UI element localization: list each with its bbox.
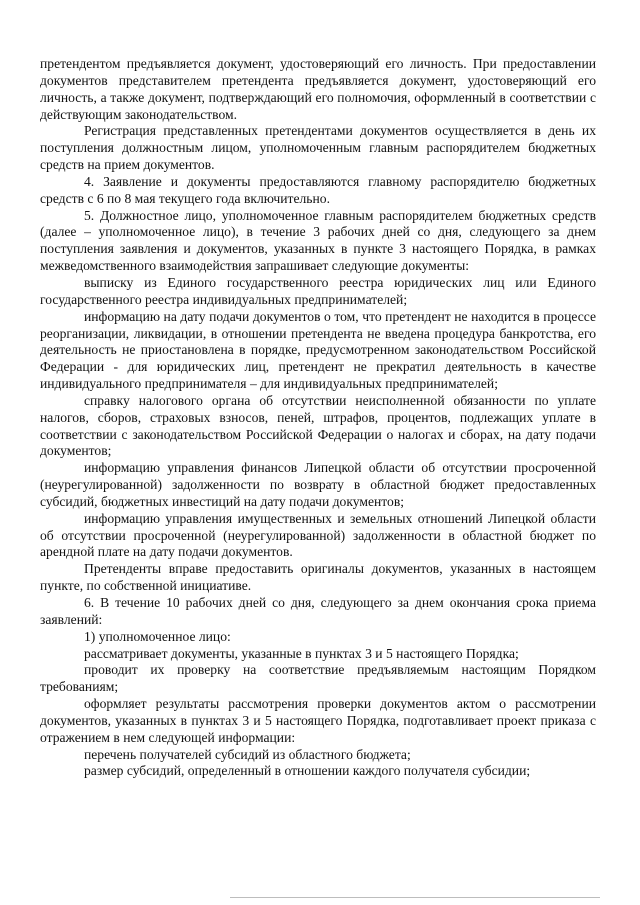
paragraph-item-6: 6. В течение 10 рабочих дней со дня, следующего за днем окончания срока приема заявлений: bbox=[40, 595, 596, 627]
document-body bbox=[40, 56, 596, 780]
paragraph-sub-1: 1) уполномоченное лицо: bbox=[84, 628, 231, 644]
paragraph-subsidy-size: размер субсидий, определенный в отношении каждого получателя субсидии; bbox=[84, 763, 531, 779]
paragraph-item-5: 5. Должностное лицо, уполномоченное главным распорядителем бюджетных средств (далее – уполномоченное лицо), в течение 3 рабочих дней со дня, следующего за днем поступления заявления и документов, указанных в пункте 3 настоящего Порядка, в рамках межведомственного взаимодействия запрашивает следующие документы: bbox=[40, 207, 596, 274]
paragraph-reviews-docs: рассматривает документы, указанные в пунктах 3 и 5 настоящего Порядка; bbox=[84, 645, 519, 661]
paragraph-tax-certificate: справку налогового органа об отсутствии неисполненной обязанности по уплате налогов, сборов, страховых взносов, пеней, штрафов, процентов, подлежащих уплате в соответствии с законодательством Российской Федерации о налогах и сборах, на дату подачи документов; bbox=[40, 392, 596, 459]
paragraph-registration: Регистрация представленных претендентами документов осуществляется в день их поступления должностным лицом, уполномоченным главным распорядителем бюджетных средств на прием документов. bbox=[40, 123, 596, 173]
paragraph-formalizes-results: оформляет результаты рассмотрения проверки документов актом о рассмотрении документов, указанных в пунктах 3 и 5 настоящего Порядка, подготавливает проект приказа с отражением в нем следующей информации: bbox=[40, 696, 596, 745]
paragraph-reorganization-info: информацию на дату подачи документов о том, что претендент не находится в процессе реорганизации, ликвидации, в отношении претендента не введена процедура банкротства, его деятельность не приостановлена в порядке, предусмотренном законодательством Российской Федерации - для юридических лиц, претендент не прекратил деятельность в качестве индивидуального предпринимателя – для индивидуальных предпринимателей; bbox=[40, 308, 596, 392]
bottom-scan-line bbox=[230, 897, 600, 898]
paragraph-originals: Претенденты вправе предоставить оригиналы документов, указанных в настоящем пункте, по собственной инициативе. bbox=[40, 561, 596, 594]
paragraph-finance-info: информацию управления финансов Липецкой области об отсутствии просроченной (неурегулированной) задолженности по возврату в областной бюджет предоставленных субсидий, бюджетных инвестиций на дату подачи документов; bbox=[40, 460, 596, 509]
paragraph-checks-docs: проводит их проверку на соответствие предъявляемым настоящим Порядком требованиям; bbox=[40, 662, 596, 695]
paragraph-recipients-list: перечень получателей субсидий из областного бюджета; bbox=[84, 746, 411, 762]
paragraph-identity-docs: претендентом предъявляется документ, удостоверяющий его личность. При предоставлении документов представителем претендента предъявляется документ, удостоверяющий его личность, а также документ, подтверждающий его полномочия, оформленный в соответствии с действующим законодательством. bbox=[40, 56, 596, 122]
paragraph-registry-extract: выписку из Единого государственного реестра юридических лиц или Единого государственного реестра индивидуальных предпринимателей; bbox=[40, 274, 596, 307]
paragraph-item-4: 4. Заявление и документы предоставляются главному распорядителю бюджетных средств с 6 по 8 мая текущего года включительно. bbox=[40, 173, 596, 206]
paragraph-property-info: информацию управления имущественных и земельных отношений Липецкой области об отсутствии просроченной (неурегулированной) задолженности в областной бюджет по арендной плате на дату подачи документов. bbox=[40, 510, 596, 560]
